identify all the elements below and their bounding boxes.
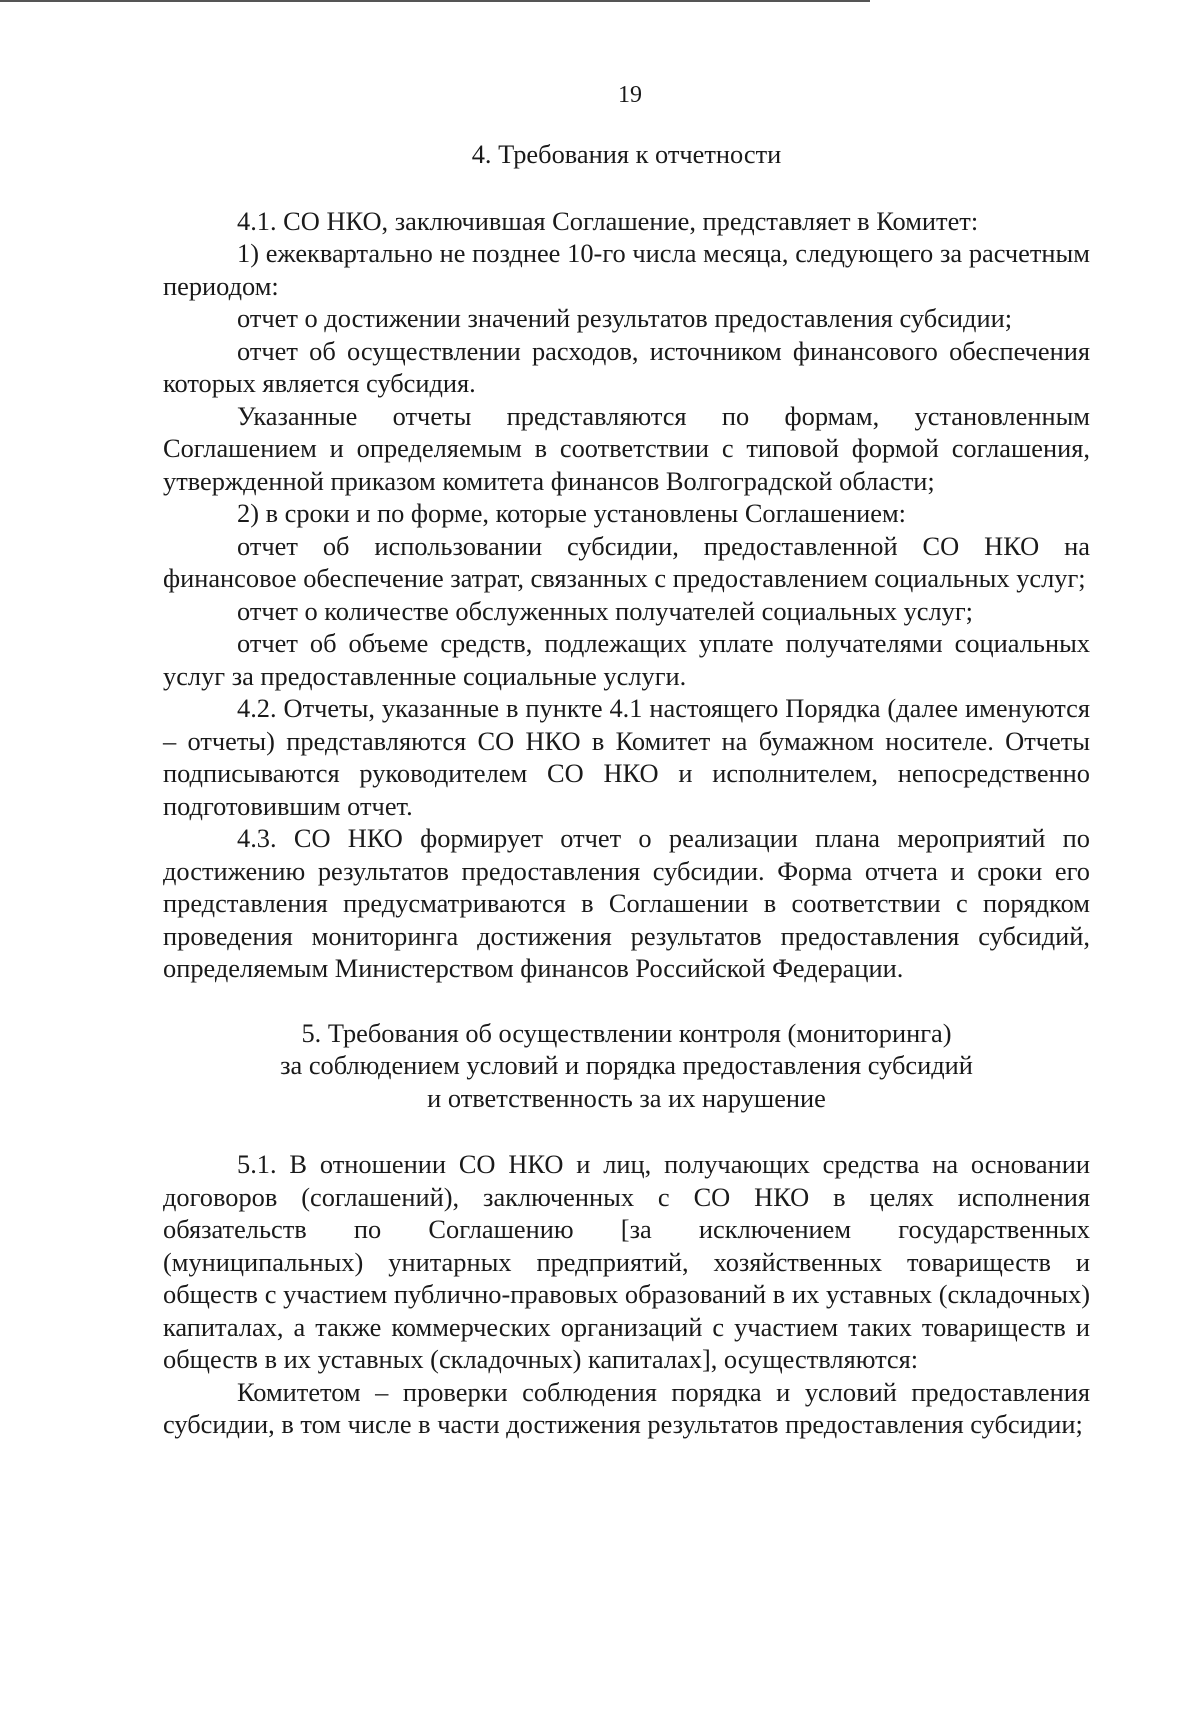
paragraph-4-1-item-2: 2) в сроки и по форме, которые установлены Соглашением: [237,498,907,528]
scan-top-edge [0,0,870,2]
paragraph-report-forms: Указанные отчеты представляются по формам, установленным Соглашением и определяемым в соответствии с типовой формой соглашения, утвержденной приказом комитета финансов Волгоградской области; [163,400,1090,496]
paragraph-committee-checks: Комитетом – проверки соблюдения порядка и условий предоставления субсидии, в том числе в части достижения результатов предоставления субсидии; [163,1376,1090,1439]
page-body [163,138,1090,1441]
page-number: 19 [618,82,642,108]
section-5-heading [163,1017,1090,1115]
section-4-heading: 4. Требования к отчетности [471,139,782,169]
paragraph-report-expenses: отчет об осуществлении расходов, источником финансового обеспечения которых является субсидия. [163,335,1090,398]
paragraph-report-recipients: отчет о количестве обслуженных получателей социальных услуг; [237,595,974,626]
section-5-heading-line: 5. Требования об осуществлении контроля (мониторинга) [301,1017,952,1048]
paragraph-report-payments: отчет об объеме средств, подлежащих уплате получателями социальных услуг за предоставленные социальные услуги. [163,628,1090,691]
section-5-heading-line: и ответственность за их нарушение [427,1082,826,1113]
section-5-heading-line: за соблюдением условий и порядка предоставления субсидий [280,1050,973,1080]
paragraph-4-1-item-1: 1) ежеквартально не позднее 10-го числа месяца, следующего за расчетным периодом: [163,238,1090,301]
paragraph-report-usage: отчет об использовании субсидии, предоставленной СО НКО на финансовое обеспечение затрат, связанных с предоставлением социальных услуг; [163,530,1090,593]
paragraph-4-1: 4.1. СО НКО, заключившая Соглашение, представляет в Комитет: [237,205,979,236]
paragraph-4-2: 4.2. Отчеты, указанные в пункте 4.1 настоящего Порядка (далее именуются – отчеты) представляются СО НКО в Комитет на бумажном носителе. Отчеты подписываются руководителем СО НКО и исполнителем, непосредственно подготовившим отчет. [163,693,1090,821]
paragraph-4-3: 4.3. СО НКО формирует отчет о реализации плана мероприятий по достижению результатов предоставления субсидии. Форма отчета и сроки его представления предусматриваются в Соглашении в соответствии с порядком проведения мониторинга достижения результатов предоставления субсидий, определяемым Министерством финансов Российской Федерации. [163,823,1090,983]
paragraph-5-1: 5.1. В отношении СО НКО и лиц, получающих средства на основании договоров (соглашений), заключенных с СО НКО в целях исполнения обязательств по Соглашению [за исключением государственных (муниципальных) унитарных предприятий, хозяйственных товариществ и обществ с участием публично-правовых образований в их уставных (складочных) капиталах, а также коммерческих организаций с участием таких товариществ и обществ в их уставных (складочных) капиталах], осуществляются: [163,1149,1090,1374]
paragraph-report-results: отчет о достижении значений результатов предоставления субсидии; [237,303,1013,333]
